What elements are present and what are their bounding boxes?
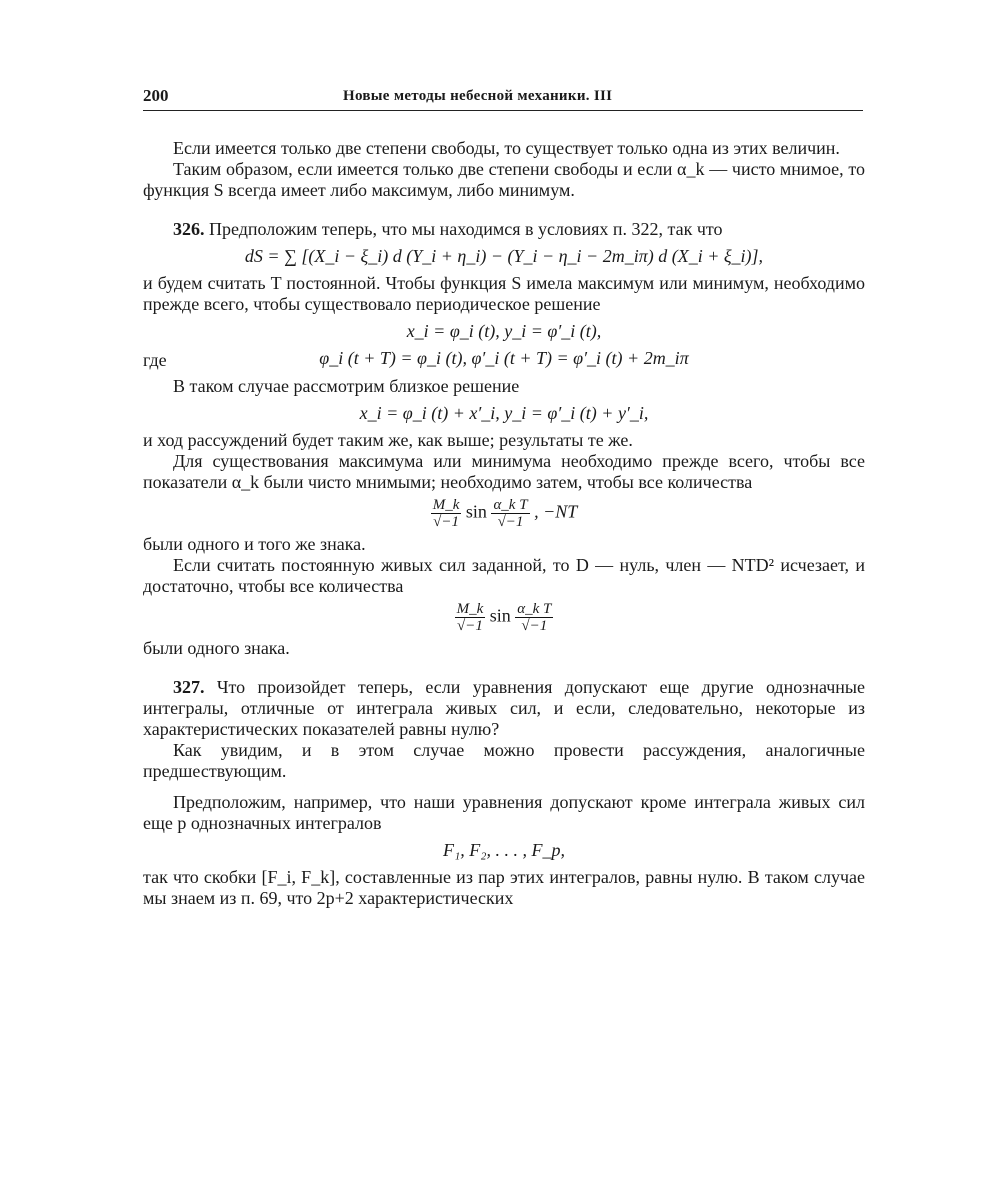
paragraph-4: и будем считать T постоянной. Чтобы функция S имела максимум или минимум, необходимо прежде всего, чтобы существовало периодическое решение: [143, 273, 865, 314]
fraction-numerator: M_k: [432, 497, 460, 513]
fraction-denominator: √−1: [497, 514, 524, 530]
section-327-text: Что произойдет теперь, если уравнения допускают еще другие однозначные интегралы, отличные от интеграла живых сил, и если, следовательно, некоторые из характеристических показателей равны нулю?: [143, 677, 865, 739]
equation-periodic-solution: x_i = φ_i (t), y_i = φ′_i (t),: [406, 321, 602, 341]
paragraph-14: так что скобки [F_i, F_k], составленные из пар этих интегралов, равны нулю. В таком случае мы знаем из п. 69, что 2p+2 характеристических: [143, 867, 865, 908]
equation-where-row: [143, 348, 865, 376]
where-label: где: [143, 350, 167, 370]
equation-ds: dS = ∑ [(X_i − ξ_i) d (Y_i + η_i) − (Y_i − η_i − 2m_iπ) d (X_i + ξ_i)],: [244, 246, 764, 266]
paragraph-5: В таком случае рассмотрим близкое решение: [173, 376, 520, 396]
fraction-mk: [431, 497, 462, 530]
paragraph-2: Таким образом, если имеется только две степени свободы и если α_k — чисто мнимое, то функция S всегда имеет либо максимум, либо минимум.: [143, 159, 865, 200]
sin-label: sin: [465, 501, 487, 522]
paragraph-8: были одного и того же знака.: [143, 534, 366, 554]
equation-quantities-1: [143, 497, 865, 530]
paragraph-1: Если имеется только две степени свободы, то существует только одна из этих величин.: [173, 138, 840, 158]
sin-label: sin: [489, 605, 511, 626]
section-326-paragraph: [143, 219, 865, 240]
page-number: 200: [143, 86, 169, 105]
section-327-paragraph: [143, 677, 865, 740]
fraction-mk: [455, 601, 486, 634]
paragraph-10: были одного знака.: [143, 638, 290, 658]
section-number-327: 327.: [173, 677, 205, 697]
fraction-alpha: [491, 497, 529, 530]
page-body: [143, 138, 865, 909]
equation-integrals-list: F₁, F₂, . . . , F_p,: [442, 840, 565, 860]
paragraph-12: Как увидим, и в этом случае можно провести рассуждения, аналогичные предшествующим.: [143, 740, 865, 781]
paragraph-7: Для существования максимума или минимума необходимо прежде всего, чтобы все показатели α_k были чисто мнимыми; необходимо затем, чтобы все количества: [143, 451, 865, 492]
equation-quantities-2: [143, 601, 865, 634]
paragraph-9: Если считать постоянную живых сил заданной, то D — нуль, член — NTD² исчезает, и достаточно, чтобы все количества: [143, 555, 865, 596]
paragraph-6: и ход рассуждений будет таким же, как выше; результаты те же.: [143, 430, 633, 450]
running-title: Новые методы небесной механики. III: [343, 88, 613, 104]
fraction-numerator: α_k T: [493, 497, 528, 513]
fraction-denominator: √−1: [456, 618, 483, 634]
fraction-alpha: [515, 601, 553, 634]
equation-tail: , −NT: [534, 501, 578, 522]
paragraph-13: Предположим, например, что наши уравнения допускают кроме интеграла живых сил еще p однозначных интегралов: [143, 792, 865, 833]
fraction-denominator: √−1: [433, 514, 460, 530]
equation-nearby-solution: x_i = φ_i (t) + x′_i, y_i = φ′_i (t) + y′_i,: [359, 403, 649, 423]
section-number-326: 326.: [173, 219, 205, 239]
section-326-text: Предположим теперь, что мы находимся в условиях п. 322, так что: [209, 219, 723, 239]
page-header: [143, 86, 863, 111]
fraction-numerator: M_k: [456, 601, 484, 617]
fraction-denominator: √−1: [521, 618, 548, 634]
equation-period-condition: φ_i (t + T) = φ_i (t), φ′_i (t + T) = φ′_i (t) + 2m_iπ: [319, 348, 689, 368]
fraction-numerator: α_k T: [517, 601, 552, 617]
